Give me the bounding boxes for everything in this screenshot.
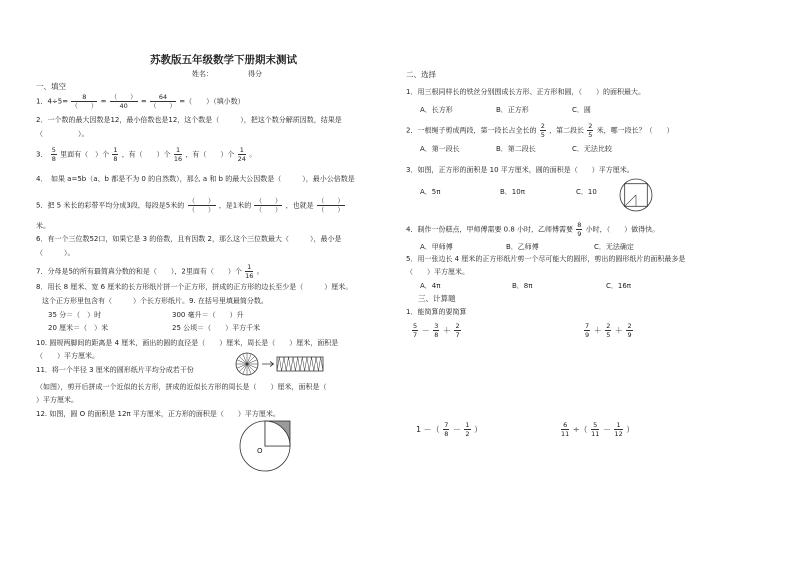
- choice-3-option: C．10: [576, 188, 597, 196]
- question-12: 12. 如图，圆 O 的面积是 12π 平方厘米，正方形的面积是（ ）平方厘米。: [36, 410, 280, 418]
- question-4: 4． 如果 a=5b（a、b 都是不为 0 的自然数），那么 a 和 b 的最大公因数是（ ），最小公倍数是: [36, 175, 355, 183]
- choice-5-option: B．8π: [512, 282, 533, 290]
- question-9-item: 25 公顷＝（ ）平方千米: [172, 324, 261, 332]
- choice-2-option: C．无法比较: [572, 145, 612, 153]
- question-9-item: 35 分＝（ ）时: [48, 311, 102, 319]
- question-5-line2: 米。: [36, 222, 50, 230]
- question-9-item: 300 毫升＝（ ）升: [172, 311, 244, 319]
- question-8-line1: 8．用长 8 厘米、宽 6 厘米的长方形纸片拼一个正方形，拼成的正方形的边长至少是（ ）厘米。: [36, 283, 353, 291]
- choice-3-option: A．5π: [420, 188, 441, 196]
- question-11-line1: 11．将一个半径 3 厘米的圆形纸片平均分成若干份: [36, 366, 194, 374]
- choice-3: 3．如图，正方形的面积是 10 平方厘米，圆的面积是（ ）平方厘米。: [406, 166, 634, 174]
- question-2-line2: （ ）。: [36, 130, 89, 138]
- center-o-label: O: [257, 447, 263, 455]
- section-calculation: 三、计算题: [418, 294, 456, 303]
- question-10-line1: 10. 圆规两脚间的距离是 4 厘米，画出的圆的直径是（ ）厘米，周长是（ ）厘米，面积是: [36, 339, 339, 347]
- question-9-item: 20 厘米＝（ ）米: [48, 324, 109, 332]
- fraction: （ ） 40: [110, 93, 137, 110]
- choice-5-line1: 5．用一张边长 4 厘米的正方形纸片剪一个尽可能大的圆形，剪出的圆形纸片的面积最多是: [406, 255, 686, 263]
- choice-2-option: B．第二段长: [496, 145, 536, 153]
- choice-2: 2．一根绳子剪成两段，第一段长占全长的 $\frac{2}{5}$ ，第二段长 $\frac{2}{5}$ 米，哪一段长？（ ）: [406, 122, 674, 139]
- square-circle-figure: [619, 178, 653, 212]
- expression-2: $\frac{7}{9}$ ＋ $\frac{2}{5}$ ＋ $\frac{2}{9}$: [585, 322, 632, 339]
- choice-4-option: A．甲师傅: [420, 243, 453, 251]
- choice-4: 4．制作一份糕点，甲师傅需要 0.8 小时，乙师傅需要 $\frac{8}{9}$ 小时，（ ）做得快。: [406, 221, 660, 238]
- choice-4-option: B．乙师傅: [506, 243, 539, 251]
- name-label: 姓名：: [192, 70, 213, 78]
- section-multiple-choice: 二、选择: [406, 70, 436, 79]
- choice-1: 1．用三根同样长的铁丝分别围成长方形、正方形和圆，（ ）的面积最大。: [406, 88, 645, 96]
- choice-5-option: C．16π: [606, 282, 632, 290]
- choice-1-option: A．长方形: [420, 106, 453, 114]
- choice-5-option: A．4π: [420, 282, 441, 290]
- question-1: 1．4÷5= 8 （ ） = （ ） 40 = 64 （ ） =（ ）（填小数）: [36, 93, 245, 110]
- question-6-line1: 6．有一个三位数52口，如果它是 3 的倍数，且有因数 2，那么这个三位数最大（ ），最小是: [36, 235, 342, 243]
- expression-1: $\frac{5}{7}$ － $\frac{3}{8}$ ＋ $\frac{2}{7}$: [413, 322, 460, 339]
- calculation-instruction: 1．能简算的要简算: [406, 308, 467, 316]
- expression-4: $\frac{6}{11}$ ÷（ $\frac{5}{11}$ － $\frac{1}{12}$ ）: [561, 421, 635, 438]
- choice-1-option: B．正方形: [496, 106, 529, 114]
- circle-square-figure: [239, 420, 291, 472]
- question-11-line2: （如图），剪开后拼成一个近似的长方形，拼成的近似长方形的周长是（ ）厘米，面积是（: [36, 383, 327, 391]
- question-5: 5．把 5 米长的彩带平均分成3段，每段是5米的 （ ） （ ） ，是1米的 （ ） （ ） ，也就是 （ ） （ ）: [36, 197, 344, 214]
- choice-4-option: C．无法确定: [594, 243, 634, 251]
- section-fill-blank: 一、填空: [36, 82, 66, 91]
- question-2-line1: 2．一个数的最大因数是12，最小倍数也是12，这个数是（ ），把这个数分解质因数，结果是: [36, 116, 342, 124]
- circle-segments-figure: [235, 352, 325, 376]
- expression-3: 1 －（ $\frac{7}{8}$ － $\frac{1}{2}$ ）: [416, 421, 483, 438]
- question-7: 7．分母是5的所有最简真分数的和是（ ），2里面有（ ）个 $\frac{1}{16}$ 。: [36, 263, 264, 280]
- question-11-line3: ）平方厘米。: [36, 396, 78, 404]
- score-label: 得分: [248, 70, 262, 78]
- choice-1-option: C．圆: [572, 106, 591, 114]
- question-6-line2: （ ）。: [36, 249, 75, 257]
- page-title: 苏教版五年级数学下册期末测试: [150, 54, 297, 66]
- question-10-line2: （ ）平方厘米。: [36, 352, 99, 360]
- question-3: 3． $\frac{5}{8}$ 里面有（ ）个 $\frac{1}{8}$ ，有（ ）个 $\frac{1}{16}$ ，有（ ）个 $\frac{1}{24}$ 。: [36, 146, 257, 163]
- choice-3-option: B．10π: [500, 188, 525, 196]
- choice-5-line2: （ ）平方厘米。: [406, 268, 469, 276]
- choice-2-option: A．第一段长: [420, 145, 460, 153]
- fraction: 64 （ ）: [150, 93, 177, 110]
- fraction: 8 （ ）: [71, 93, 98, 110]
- question-8-line2: 这个正方形里包含有（ ）个长方形纸片。9. 在括号里填最简分数。: [42, 297, 268, 305]
